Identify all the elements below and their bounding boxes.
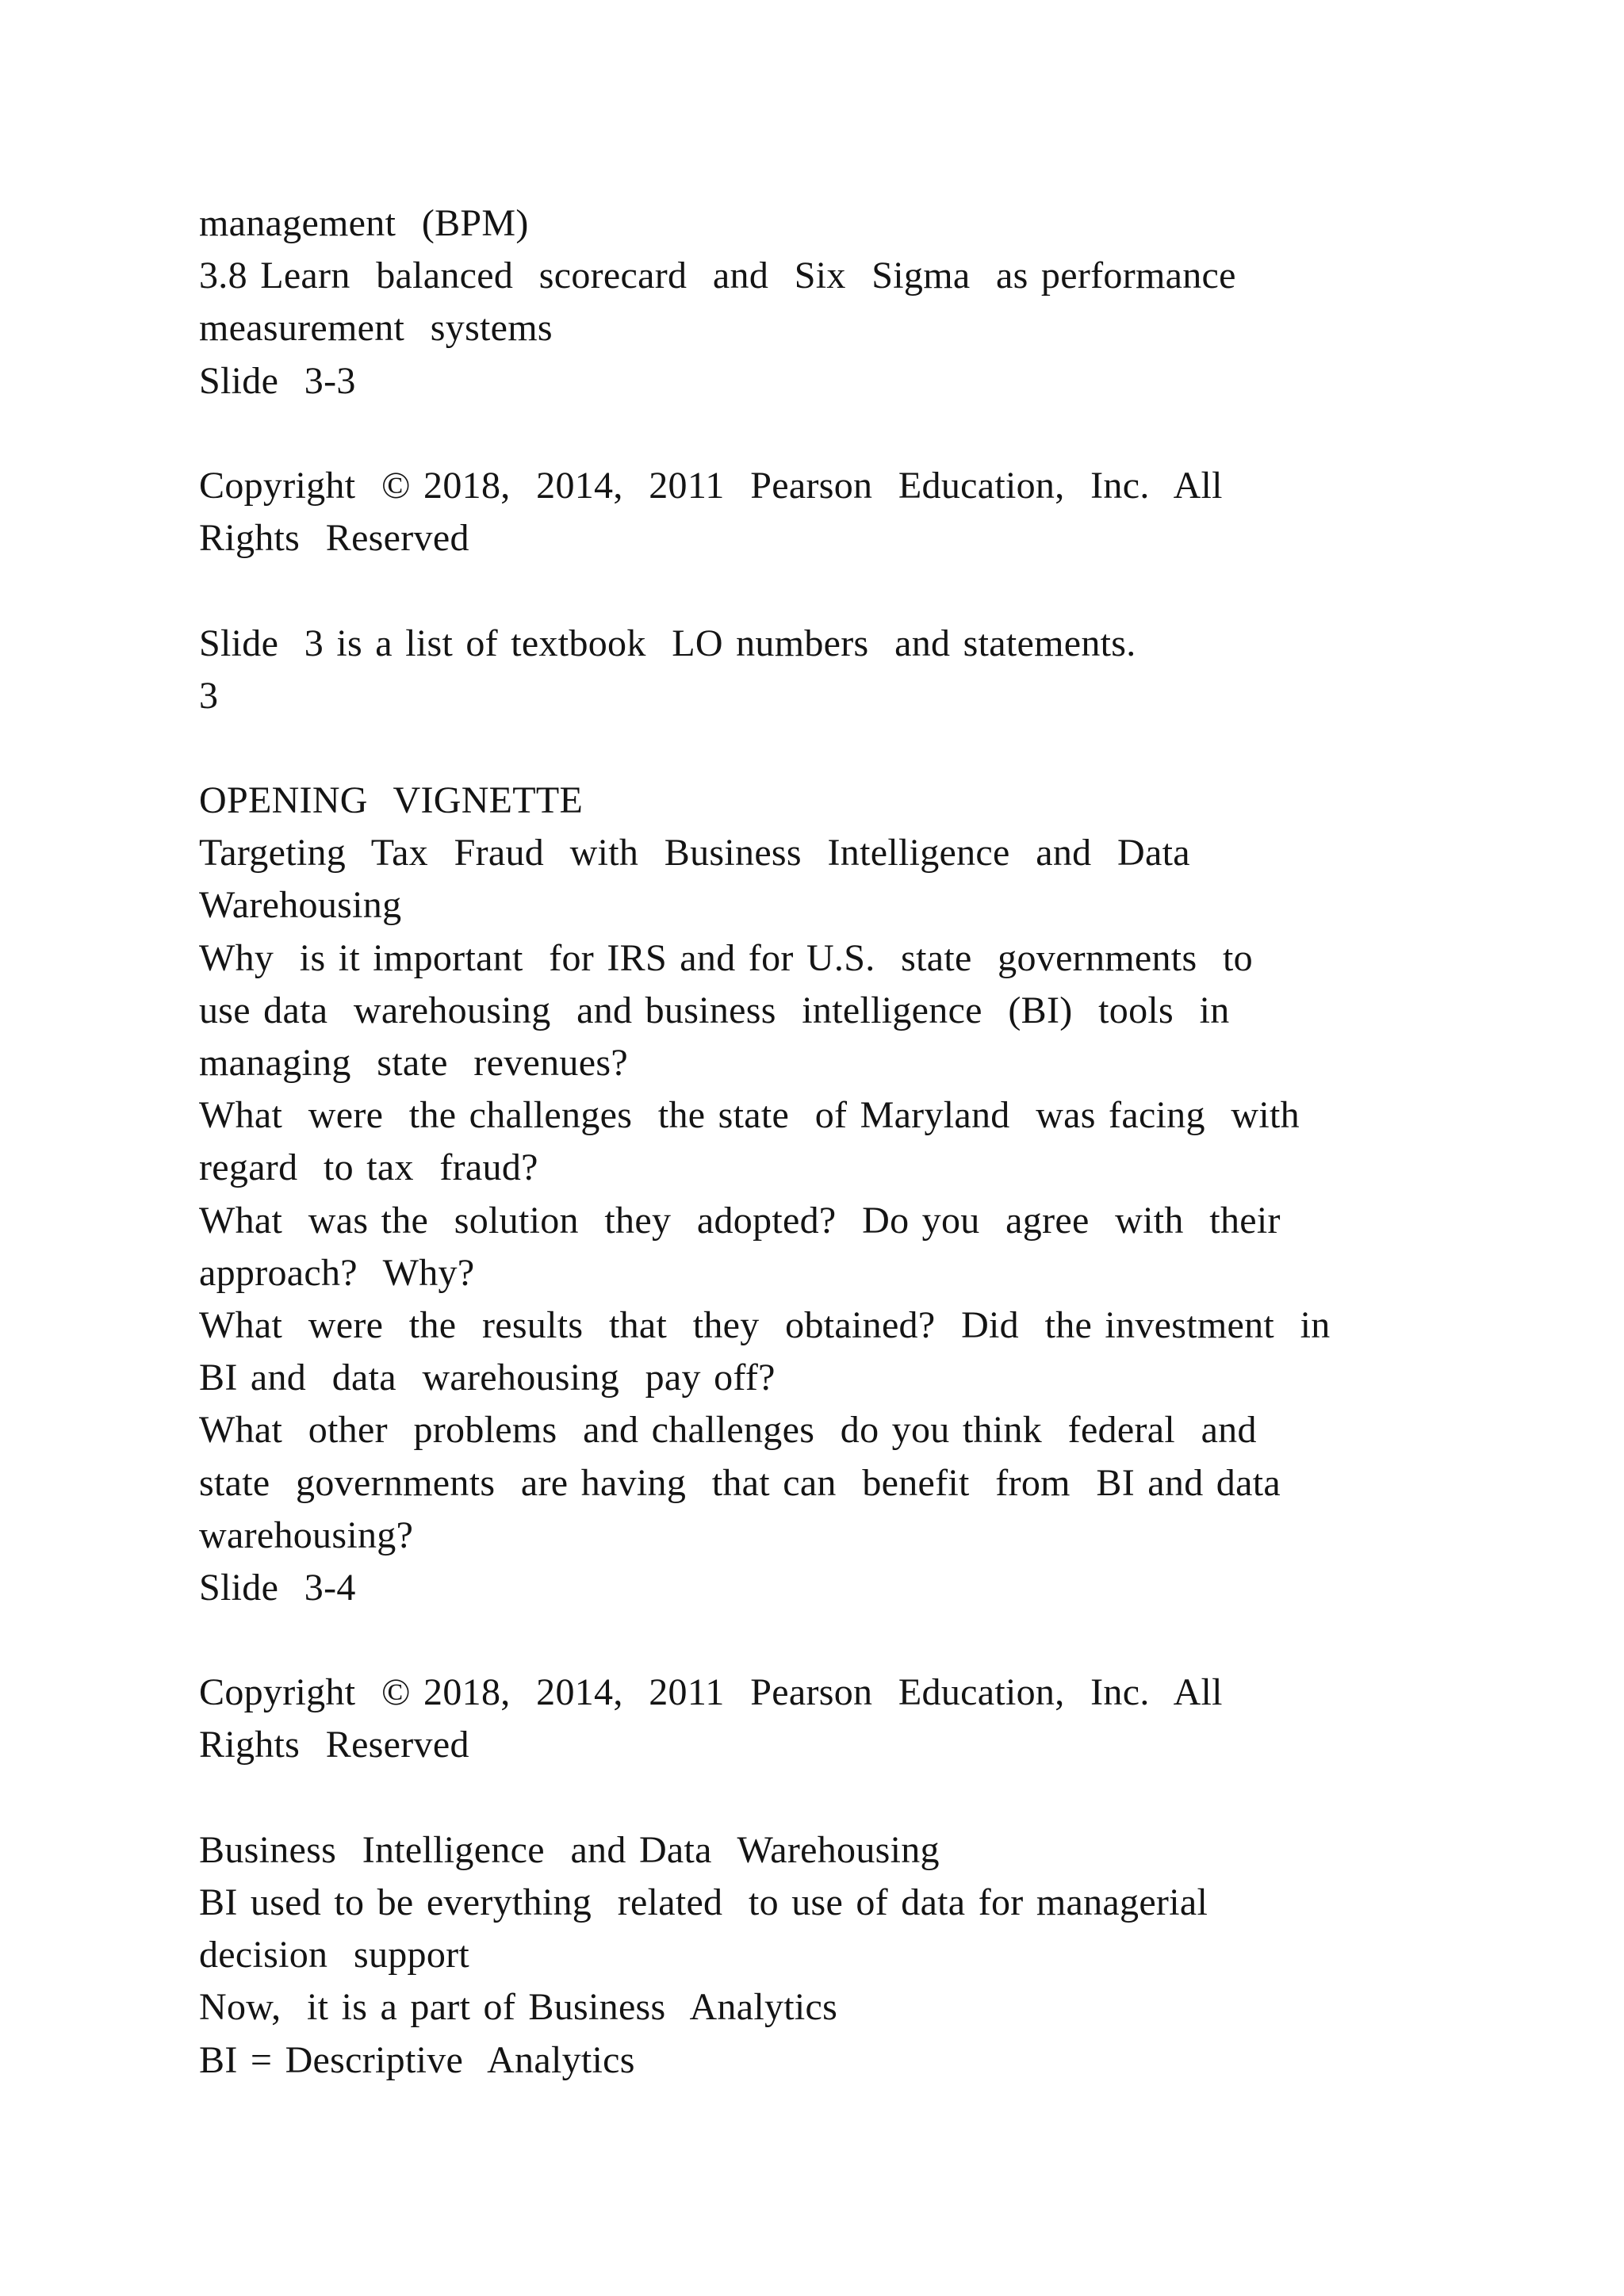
blank-line [199,722,1468,775]
text-line: BI used to be everything related to use of data for managerial [199,1881,1208,1923]
text-line: management (BPM) [199,202,529,244]
blank-line [199,1772,1468,1824]
text-line: Now, it is a part of Business Analytics [199,1986,838,2029]
text-line: Warehousing [199,884,402,927]
text-line: warehousing? [199,1513,414,1556]
blank-line [199,408,1468,460]
document-text [199,197,1468,2087]
blank-line [199,1614,1468,1667]
text-line: managing state revenues? [199,1042,628,1084]
text-line: regard to tax fraud? [199,1146,538,1189]
copyright-line: Rights Reserved [199,517,469,560]
text-line: What other problems and challenges do you think federal and [199,1409,1257,1452]
copyright-line: Copyright © 2018, 2014, 2011 Pearson Education, Inc. All [199,464,1223,507]
text-line: approach? Why? [199,1251,475,1294]
slide-label: Slide 3-3 [199,359,356,402]
section-heading: OPENING VIGNETTE [199,779,584,822]
copyright-line: Rights Reserved [199,1724,469,1766]
text-line: Slide 3 is a list of textbook LO numbers and statements. [199,622,1136,664]
text-line: use data warehousing and business intelligence (BI) tools in [199,989,1230,1031]
blank-line [199,564,1468,617]
slide-label: Slide 3-4 [199,1566,356,1609]
section-heading: Business Intelligence and Data Warehousing [199,1828,940,1871]
text-line: What was the solution they adopted? Do you agree with their [199,1199,1281,1242]
text-line: Targeting Tax Fraud with Business Intelligence and Data [199,832,1190,874]
text-line: decision support [199,1934,470,1976]
text-line: BI = Descriptive Analytics [199,2038,635,2081]
text-line: measurement systems [199,307,553,350]
slide-number: 3 [199,674,219,717]
text-line: state governments are having that can benefit from BI and data [199,1461,1281,1504]
text-line: BI and data warehousing pay off? [199,1357,776,1399]
text-line: Why is it important for IRS and for U.S. state governments to [199,936,1253,979]
text-line: What were the results that they obtained? Did the investment in [199,1303,1331,1346]
text-line: What were the challenges the state of Maryland was facing with [199,1094,1300,1137]
copyright-line: Copyright © 2018, 2014, 2011 Pearson Education, Inc. All [199,1671,1223,1714]
text-line: 3.8 Learn balanced scorecard and Six Sigma as performance [199,254,1236,297]
